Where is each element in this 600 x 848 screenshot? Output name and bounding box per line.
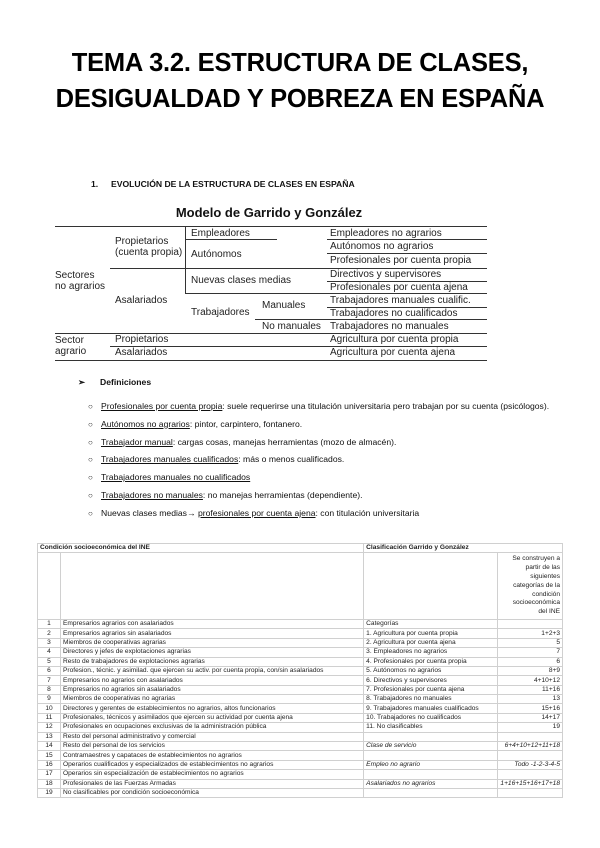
model-title: Modelo de Garrido y González (175, 205, 363, 220)
definition-text: : suele requerirse una titulación universitaria pero trabajan por su cuenta (psicólogos). (222, 401, 550, 411)
row-number: 9 (38, 695, 61, 704)
definition-text: : no manejas herramientas (dependiente). (202, 489, 363, 500)
ine-condition: Resto del personal de los servicios (61, 742, 364, 751)
ine-condition: Directores y jefes de explotaciones agrarias (61, 648, 364, 657)
row-number: 2 (38, 629, 61, 638)
model-autonomos: Autónomos (191, 249, 242, 260)
bullet-icon: ○ (88, 490, 93, 500)
model-agricultura-cuenta-ajena: Agricultura por cuenta ajena (330, 347, 456, 358)
definition-text: : más o menos cualificados. (238, 454, 345, 465)
ine-codes (498, 619, 563, 628)
model-asalariados: Asalariados (115, 295, 168, 306)
model-top-rule (55, 226, 487, 227)
table-note-line: siguientes (530, 572, 560, 580)
gg-category: Clase de servicio (364, 742, 498, 751)
row-number: 11 (38, 713, 61, 722)
definition-term: Autónomos no agrarios (101, 418, 190, 429)
ine-codes: 1+2+3 (498, 629, 563, 638)
row-number: 6 (38, 666, 61, 675)
header-ine: Condición socioeconómica del INE (38, 544, 364, 553)
gg-category: 4. Profesionales por cuenta propia (364, 657, 498, 666)
gg-category (364, 732, 498, 741)
model-autonomos-no-agrarios: Autónomos no agrarios (330, 241, 434, 252)
model-divider (327, 239, 487, 240)
table-row (38, 619, 563, 628)
model-propietarios-agr: Propietarios (115, 334, 169, 345)
row-number: 17 (38, 770, 61, 779)
table-note-row (38, 553, 563, 620)
table-row (38, 779, 563, 788)
ine-condition: Profesionales, técnicos y asimilados que ejercen su actividad por cuenta ajena (61, 713, 364, 722)
gg-category: 9. Trabajadores manuales cualificados (364, 704, 498, 713)
ine-codes: 13 (498, 695, 563, 704)
table-row (38, 770, 563, 779)
model-manuales: Manuales (262, 300, 306, 311)
table-row (38, 704, 563, 713)
definition-item (88, 436, 556, 450)
table-header-row (38, 544, 563, 553)
bullet-icon: ○ (88, 473, 93, 483)
definition-prefix: Nuevas clases medias→ (101, 507, 198, 518)
gg-category (364, 789, 498, 798)
table-row (38, 713, 563, 722)
ine-condition: Profesionales en ocupaciones exclusivas de la administración pública (61, 723, 364, 732)
row-number: 15 (38, 751, 61, 760)
model-sectores-no-agrarios: Sectores no agrarios (55, 270, 106, 292)
ine-codes: 6 (498, 657, 563, 666)
row-number: 7 (38, 676, 61, 685)
ine-codes: 6+4+10+12+11+18 (498, 742, 563, 751)
model-trab-no-manuales: Trabajadores no manuales (330, 321, 449, 332)
bullet-icon: ○ (88, 419, 93, 429)
ine-codes (498, 789, 563, 798)
ine-condition: Empresarios agrarios sin asalariados (61, 629, 364, 638)
bullet-icon: ○ (88, 437, 93, 447)
gg-category: 5. Autónomos no agrarios (364, 666, 498, 675)
gg-category: Empleo no agrario (364, 760, 498, 769)
row-number: 18 (38, 779, 61, 788)
row-number: 14 (38, 742, 61, 751)
categorias-label: Categorías (364, 619, 498, 628)
ine-condition: Profesionales de las Fuerzas Armadas (61, 779, 364, 788)
definition-item (88, 453, 556, 467)
ine-condition: Empresarios no agrarios con asalariados (61, 676, 364, 685)
gg-category (364, 770, 498, 779)
header-garrido-gonzalez: Clasificación Garrido y González (364, 544, 563, 553)
ine-codes: 19 (498, 723, 563, 732)
section-heading (91, 179, 355, 189)
page-title (0, 45, 600, 117)
table-row (38, 742, 563, 751)
gg-category: 6. Directivos y supervisores (364, 676, 498, 685)
table-row (38, 695, 563, 704)
model-divider (185, 239, 277, 240)
table-row (38, 723, 563, 732)
definition-item (88, 400, 556, 414)
model-no-manuales: No manuales (262, 321, 321, 332)
bullet-icon: ○ (88, 508, 93, 518)
ine-codes (498, 770, 563, 779)
table-row (38, 638, 563, 647)
gg-category: 3. Empleadores no agrarios (364, 648, 498, 657)
row-number: 8 (38, 685, 61, 694)
definition-item (88, 418, 556, 432)
row-number: 4 (38, 648, 61, 657)
section-label: EVOLUCIÓN DE LA ESTRUCTURA DE CLASES EN ESPAÑA (111, 179, 355, 189)
ine-condition: Operarios cualificados y especializados de establecimientos no agrarios (61, 760, 364, 769)
table-note-line: socioeconómica (512, 599, 560, 607)
row-number: 10 (38, 704, 61, 713)
definitions-list (88, 400, 556, 525)
table-note-line: categorías de la (513, 581, 560, 589)
ine-codes: 1+16+15+16+17+18 (498, 779, 563, 788)
table-note-line: partir de las (525, 564, 560, 572)
ine-codes: 4+10+12 (498, 676, 563, 685)
ine-codes: Todo -1-2-3-4-5 (498, 760, 563, 769)
ine-codes (498, 751, 563, 760)
definitions-heading (78, 377, 151, 388)
ine-condition: Resto del personal administrativo y comercial (61, 732, 364, 741)
definition-term: Trabajadores manuales cualificados (101, 454, 239, 465)
ine-condition: Operarios sin especialización de establecimientos no agrarios (61, 770, 364, 779)
model-trab-manuales-cualific: Trabajadores manuales cualific. (330, 295, 471, 306)
model-nuevas-clases-medias: Nuevas clases medias (191, 275, 292, 286)
ine-condition: Resto de trabajadores de explotaciones agrarias (61, 657, 364, 666)
table-row (38, 648, 563, 657)
model-profesionales-cuenta-ajena: Profesionales por cuenta ajena (330, 282, 468, 293)
row-number: 5 (38, 657, 61, 666)
model-agricultura-cuenta-propia: Agricultura por cuenta propia (330, 334, 459, 345)
ine-codes: 14+17 (498, 713, 563, 722)
row-number: 3 (38, 638, 61, 647)
gg-category: 2. Agricultura por cuenta ajena (364, 638, 498, 647)
definition-term: profesionales por cuenta ajena (197, 507, 316, 518)
model-divider (185, 293, 487, 294)
definition-text: : con titulación universitaria (315, 507, 420, 518)
table-note-line: del INE (538, 608, 560, 616)
row-number: 16 (38, 760, 61, 769)
gg-category: 11. No clasificables (364, 723, 498, 732)
ine-condition: No clasificables por condición socioeconómica (61, 789, 364, 798)
row-number: 13 (38, 732, 61, 741)
model-directivos-supervisores: Directivos y supervisores (330, 269, 442, 280)
table-row (38, 751, 563, 760)
row-number: 19 (38, 789, 61, 798)
model-empleadores: Empleadores (191, 228, 250, 239)
definition-term: Trabajadores no manuales (101, 489, 203, 500)
ine-codes: 5 (498, 638, 563, 647)
model-divider (327, 253, 487, 254)
model-profesionales-cuenta-propia: Profesionales por cuenta propia (330, 255, 472, 266)
row-number: 12 (38, 723, 61, 732)
bullet-icon: ○ (88, 455, 93, 465)
ine-condition: Directores y gerentes de establecimientos no agrarios, altos funcionarios (61, 704, 364, 713)
row-number: 1 (38, 619, 61, 628)
definition-item (88, 507, 556, 521)
table-row (38, 789, 563, 798)
gg-category: 7. Profesionales por cuenta ajena (364, 685, 498, 694)
gg-category: 8. Trabajadores no manuales (364, 695, 498, 704)
title-line-2: DESIGUALDAD Y POBREZA EN ESPAÑA (55, 85, 545, 113)
definition-text: : cargas cosas, manejas herramientas (mozo de almacén). (172, 436, 397, 447)
gg-category: 10. Trabajadores no cualificados (364, 713, 498, 722)
definition-item (88, 471, 556, 485)
definition-text: : pintor, carpintero, fontanero. (189, 418, 303, 429)
definition-item (88, 489, 556, 503)
section-number: 1. (91, 179, 99, 189)
model-sector-agrario: Sector agrario (55, 335, 87, 357)
bullet-icon: ○ (88, 402, 93, 411)
title-line-1: TEMA 3.2. ESTRUCTURA DE CLASES, (71, 49, 529, 77)
table-row (38, 760, 563, 769)
ine-codes: 11+16 (498, 685, 563, 694)
table-row (38, 676, 563, 685)
ine-codes: 8+9 (498, 666, 563, 675)
table-row (38, 732, 563, 741)
table-row (38, 666, 563, 675)
ine-condition: Miembros de cooperativas agrarias (61, 638, 364, 647)
table-note (498, 553, 563, 620)
gg-category (364, 751, 498, 760)
ine-codes: 7 (498, 648, 563, 657)
model-trab-no-cualificados: Trabajadores no cualificados (330, 308, 458, 319)
definition-term: Trabajadores manuales no cualificados (101, 472, 251, 483)
ine-codes: 15+16 (498, 704, 563, 713)
table-row (38, 657, 563, 666)
class-model-diagram (55, 226, 487, 362)
gg-category: 1. Agricultura por cuenta propia (364, 629, 498, 638)
model-trabajadores: Trabajadores (191, 307, 250, 318)
ine-condition: Empresarios no agrarios sin asalariados (61, 685, 364, 694)
ine-condition: Miembros de cooperativas no agrarias (61, 695, 364, 704)
ine-classification-table (37, 543, 563, 798)
table-note-line: condición (532, 590, 560, 598)
model-propietarios-cuenta-propia: Propietarios (cuenta propia) (115, 236, 183, 258)
model-bottom-rule (55, 360, 487, 361)
ine-condition: Profesion., técnic. y asimilad. que ejercen su activ. por cuenta propia, con/sin asalariados (61, 666, 364, 675)
table-row (38, 685, 563, 694)
ine-condition: Empresarios agrarios con asalariados (61, 619, 364, 628)
table-note-line: Se construyen a (512, 555, 560, 563)
definition-term: Trabajador manual (101, 436, 173, 447)
arrow-icon: ➢ (78, 377, 86, 387)
ine-condition: Contramaestres y capataces de establecimientos no agrarios (61, 751, 364, 760)
model-divider (255, 319, 487, 320)
model-asalariados-agr: Asalariados (115, 347, 168, 358)
model-empleadores-no-agrarios: Empleadores no agrarios (330, 228, 442, 239)
gg-category: Asalariados no agrarios (364, 779, 498, 788)
table-row (38, 629, 563, 638)
model-vertical-rule (185, 226, 186, 293)
definition-term: Profesionales por cuenta propia (101, 401, 223, 411)
ine-codes (498, 732, 563, 741)
definitions-label: Definiciones (100, 377, 152, 387)
